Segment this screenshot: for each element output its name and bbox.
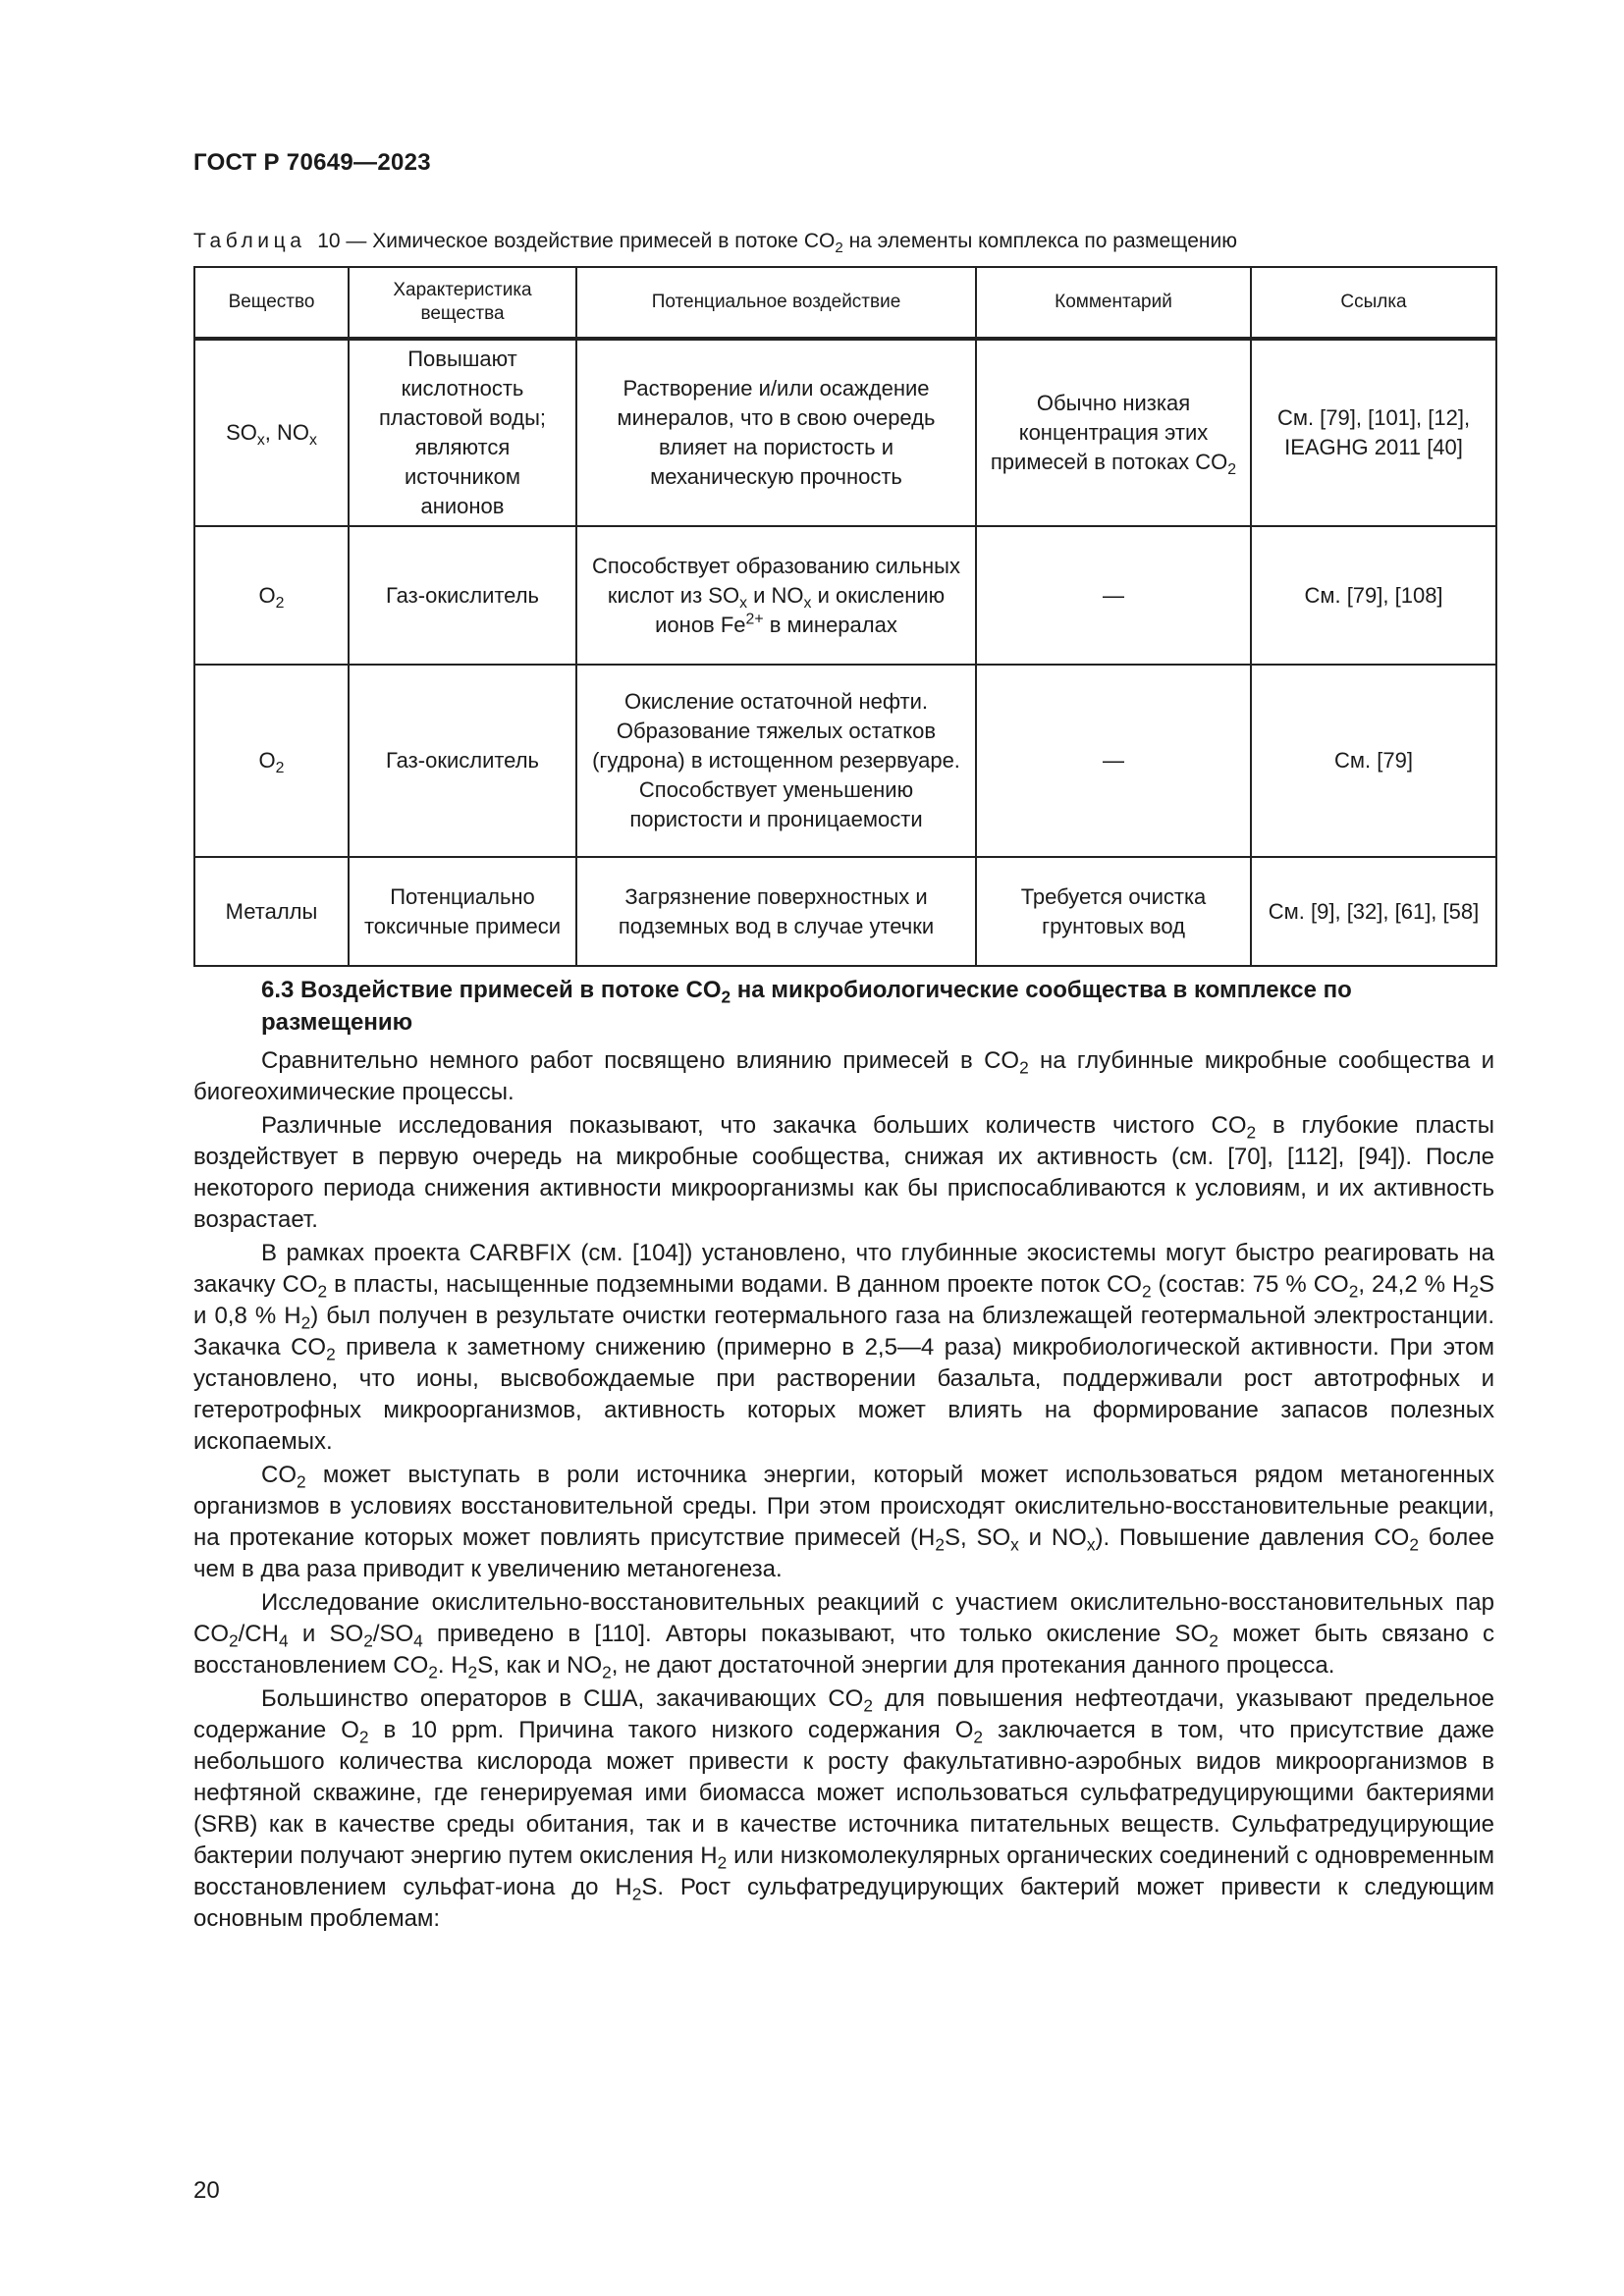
column-header: Вещество [194,267,349,339]
column-header: Ссылка [1251,267,1496,339]
paragraph: В рамках проекта CARBFIX (см. [104]) установлено, что глубинные экосистемы могут быстро реагировать на закачку $CO_2$ в пласты, насыщенные подземными водами. В данном проекте поток $CO_2$ (состав: 75 % $CO_2$, 24,2 % $H_2S$ и 0,8 % $H_2$) был получен в результате очистки геотермального газа на близлежащей геотермальной электростанции. Закачка $CO_2$ привела к заметному снижению (примерно в 2,5—4 раза) микробиологической активности. При этом установлено, что ионы, высвобождаемые при растворении базальта, поддерживали рост автотрофных и гетеротрофных микроорганизмов, активность которых может влиять на формирование запасов полезных ископаемых. [193,1240,1495,1455]
table-header-row [194,267,1496,339]
table-caption [193,230,1237,256]
paragraph: $CO_2$ может выступать в роли источника энергии, который может использоваться рядом метаногенных организмов в условиях восстановительной среды. При этом происходят окислительно-восстановительные реакции, на протекание которых может повлиять присутствие примесей ($H_2S$, $SO_x$ и $NO_x$). Повышение давления $CO_2$ более чем в два раза приводит к увеличению метаногенеза. [193,1462,1494,1582]
cell-impact: Способствует образованию сильных кислот из $SO_x$ и $NO_x$ и окислению ионов $Fe^{2+}$ в минералах [576,526,976,665]
table-row [194,526,1496,665]
cell-characteristic: Газ-окислитель [349,665,576,857]
cell-comment: — [976,526,1251,665]
table-caption-word: Таблица [193,230,306,252]
column-header: Комментарий [976,267,1251,339]
paragraph: Исследование окислительно-восстановительных реакциий с участием окислительно-восстановительных пар $CO_2/CH_4$ и $SO_2/SO_4$ приведено в [110]. Авторы показывают, что только окисление $SO_2$ может быть связано с восстановлением $CO_2$. $H_2S$, как и $NO_2$, не дают достаточной энергии для протекания данного процесса. [193,1589,1494,1682]
cell-comment: Требуется очистка грунтовых вод [976,857,1251,966]
page-number: 20 [193,2177,220,2204]
paragraph: Сравнительно немного работ посвящено влиянию примесей в $CO_2$ на глубинные микробные сообщества и биогеохимические процессы. [193,1047,1494,1105]
cell-characteristic: Газ-окислитель [349,526,576,665]
cell-reference: См. [9], [32], [61], [58] [1251,857,1496,966]
column-header: Характеристика вещества [349,267,576,339]
paragraph: Большинство операторов в США, закачивающих $CO_2$ для повышения нефтеотдачи, указывают предельное содержание $O_2$ в 10 ppm. Причина такого низкого содержания $O_2$ заключается в том, что присутствие даже небольшого количества кислорода может привести к росту факультативно-аэробных видов микроорганизмов в нефтяной скважине, где генерируемая ими биомасса может использоваться сульфатредуцирующими бактериями (SRB) как в качестве среды обитания, так и в качестве источника питательных веществ. Сульфатредуцирующие бактерии получают энергию путем окисления $H_2$ или низкомолекулярных органических соединений с одновременным восстановлением сульфат-иона до $H_2S$. Рост сульфатредуцирующих бактерий может привести к следующим основным проблемам: [193,1685,1494,1932]
table-row [194,665,1496,857]
paragraph: Различные исследования показывают, что закачка больших количеств чистого $CO_2$ в глубокие пласты воздействует в первую очередь на микробные сообщества, снижая их активность (см. [70], [112], [94]). После некоторого периода снижения активности микроорганизмы как бы приспосабливаются к условиям, и их активность возрастает. [193,1112,1494,1233]
cell-impact: Окисление остаточной нефти. Образование тяжелых остатков (гудрона) в истощенном резервуаре. Способствует уменьшению пористости и проницаемости [576,665,976,857]
column-header: Потенциальное воздействие [576,267,976,339]
table-caption-text: 10 — Химическое воздействие примесей в потоке $CO_2$ на элементы комплекса по размещению [317,230,1237,256]
cell-reference: См. [79], [108] [1251,526,1496,665]
section-body [193,1045,1494,1937]
table-row [194,339,1496,526]
cell-substance: $O_2$ [194,665,349,857]
cell-characteristic: Повышают кислотность пластовой воды; являются источником анионов [349,339,576,526]
cell-impact: Растворение и/или осаждение минералов, что в свою очередь влияет на пористость и механическую прочность [576,339,976,526]
impurities-table [193,266,1497,967]
cell-characteristic: Потенциально токсичные примеси [349,857,576,966]
cell-reference: См. [79], [101], [12], IEAGHG 2011 [40] [1251,339,1496,526]
cell-substance: $O_2$ [194,526,349,665]
cell-substance: $SO_x$, $NO_x$ [194,339,349,526]
table-row [194,857,1496,966]
document-header: ГОСТ Р 70649—2023 [193,149,431,176]
cell-impact: Загрязнение поверхностных и подземных вод в случае утечки [576,857,976,966]
cell-comment: — [976,665,1251,857]
cell-substance: Металлы [194,857,349,966]
section-heading: 6.3 Воздействие примесей в потоке $CO_2$ на микробиологические сообщества в комплексе по размещению [261,977,1352,1036]
cell-comment: Обычно низкая концентрация этих примесей в потоках $CO_2$ [976,339,1251,526]
cell-reference: См. [79] [1251,665,1496,857]
